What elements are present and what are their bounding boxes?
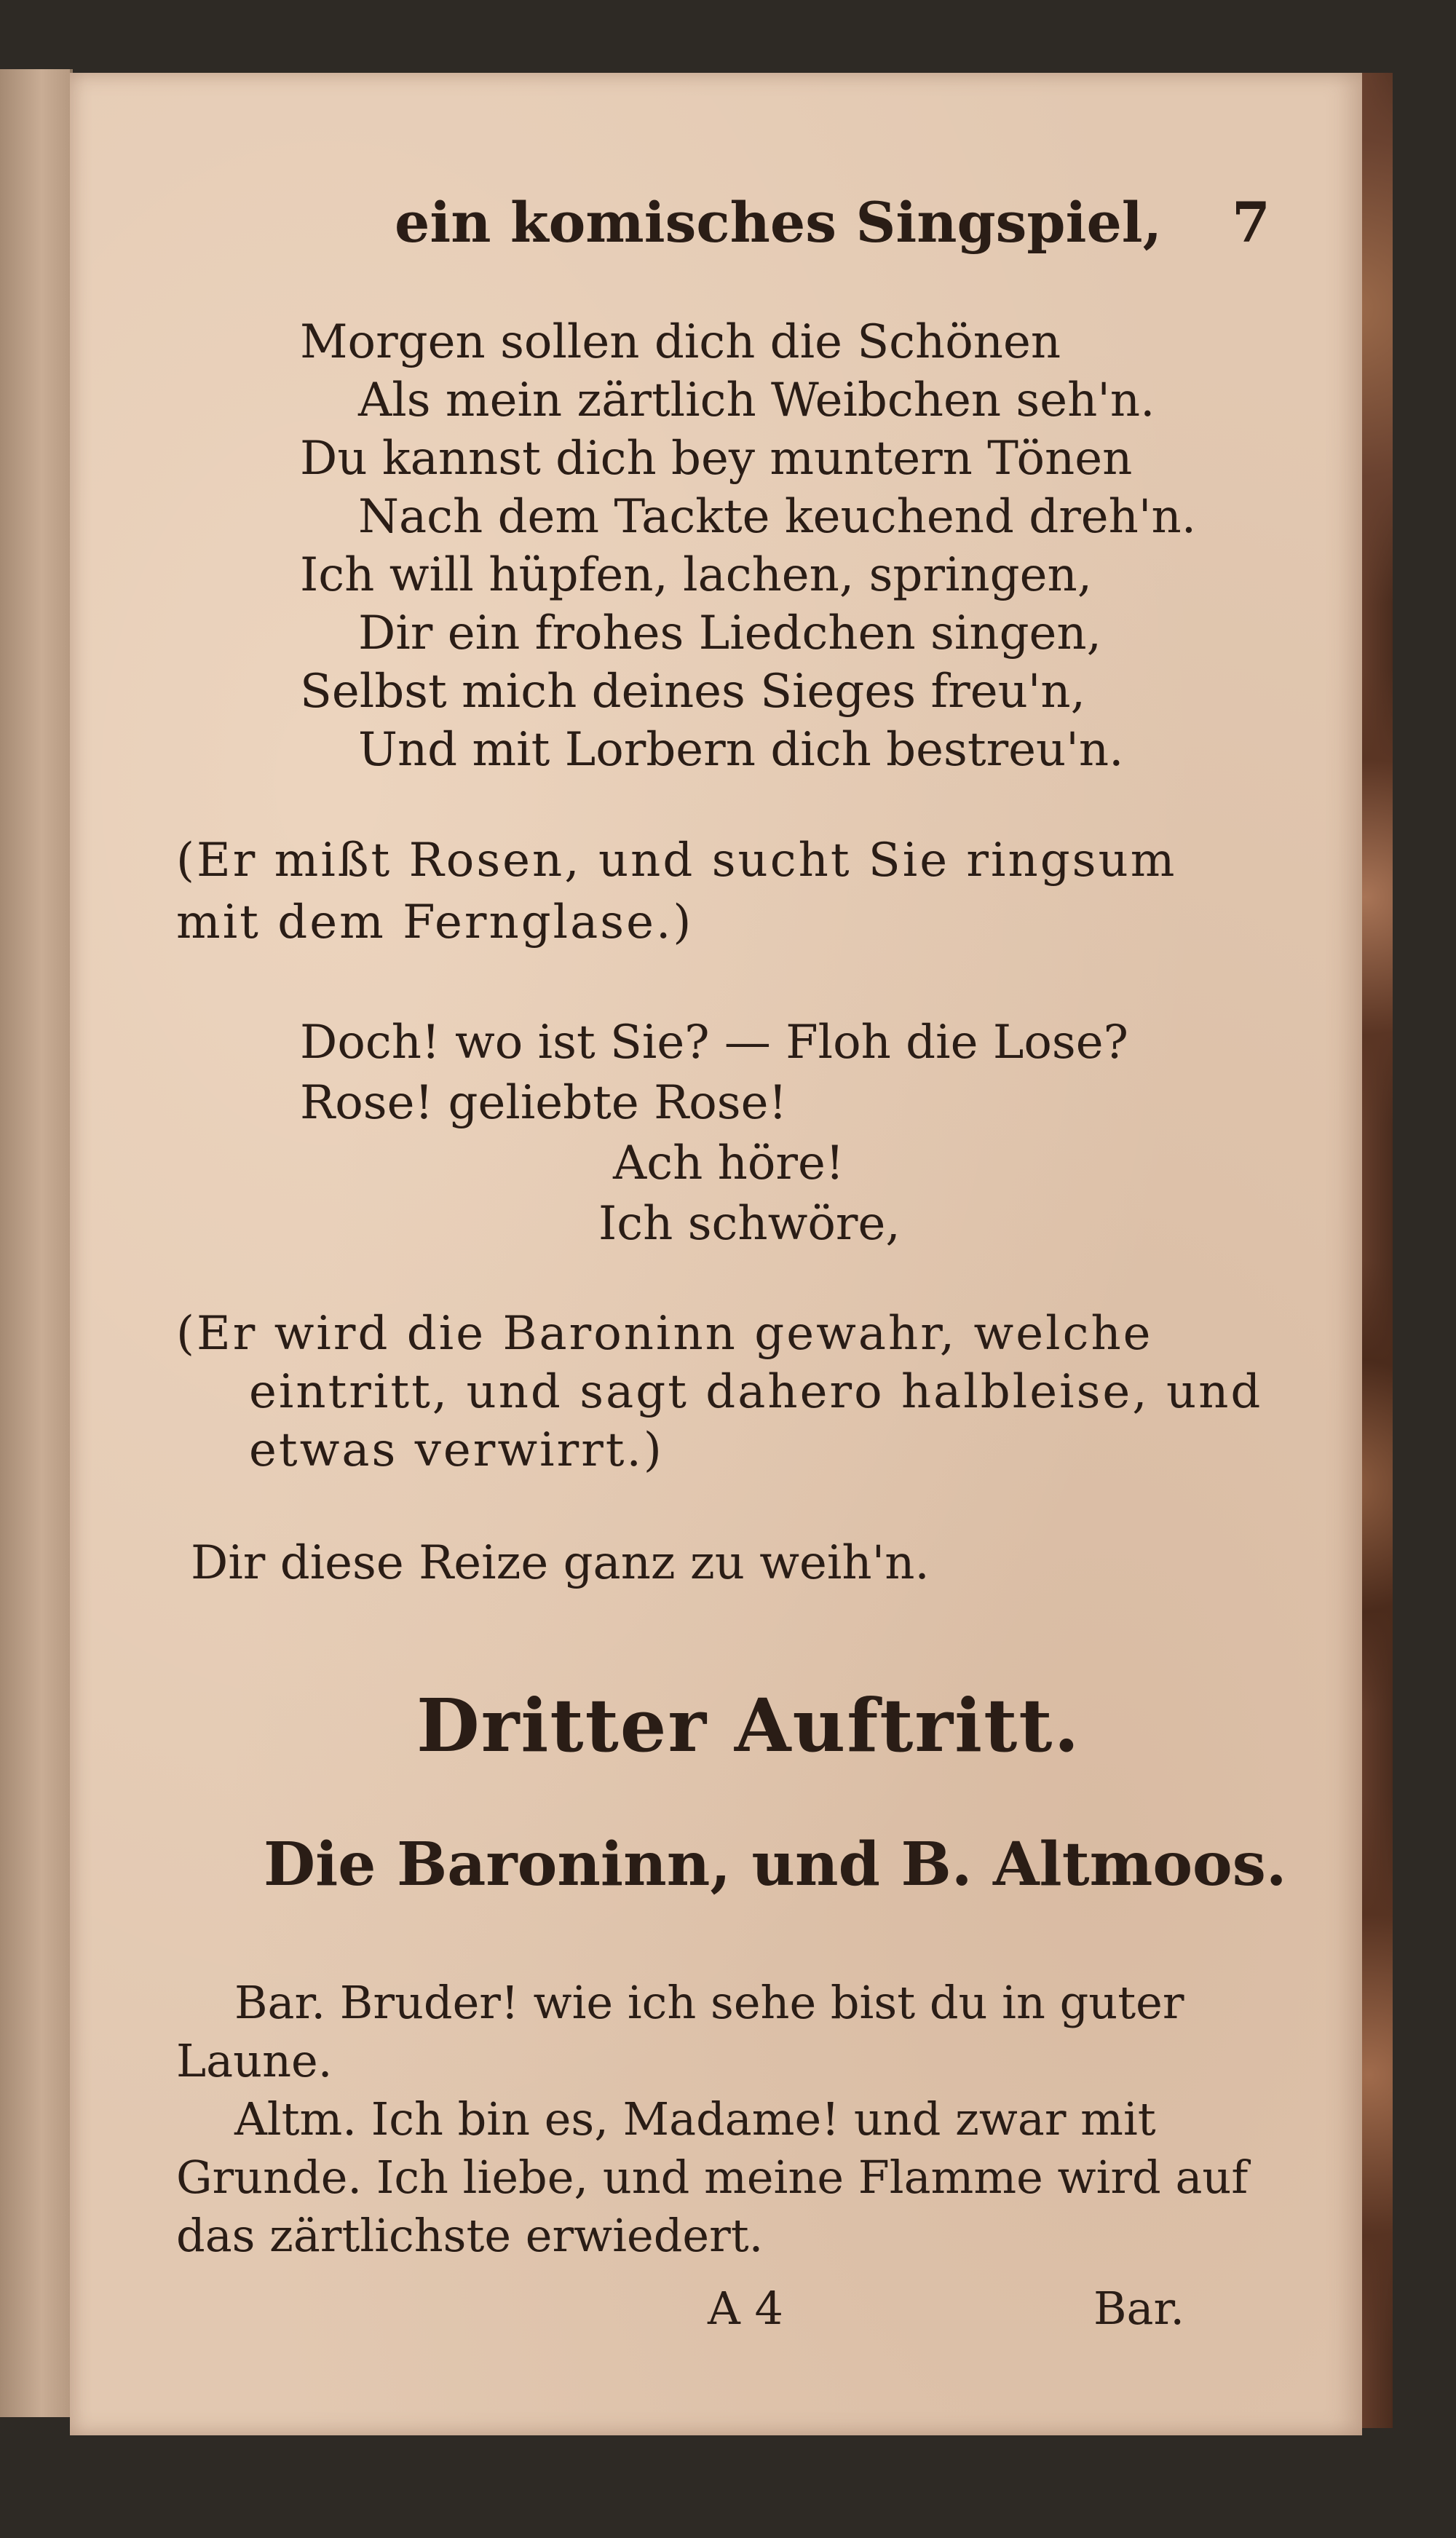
verse-line: Du kannst dich bey muntern Tönen xyxy=(300,432,1133,486)
verse-line: Doch! wo ist Sie? — Floh die Lose? xyxy=(300,1016,1128,1070)
scene-cast: Die Baroninn, und B. Altmoos. xyxy=(264,1830,1287,1899)
scene-heading: Dritter Auftritt. xyxy=(416,1683,1081,1768)
verse-line: Dir diese Reize ganz zu weih'n. xyxy=(191,1536,930,1590)
dialogue-line: Altm. Ich bin es, Madame! und zwar mit xyxy=(234,2092,1156,2146)
dialogue-line: Bar. Bruder! wie ich sehe bist du in guter xyxy=(234,1976,1184,2029)
stage-direction: (Er wird die Baroninn gewahr, welche xyxy=(176,1307,1153,1361)
dialogue-line: das zärtlichste erwiedert. xyxy=(176,2209,764,2262)
book-page xyxy=(70,73,1362,2435)
dialogue-line: Laune. xyxy=(176,2034,333,2087)
verse-line: Selbst mich deines Sieges freu'n, xyxy=(300,665,1085,719)
stage-direction: eintritt, und sagt dahero halbleise, und xyxy=(249,1365,1263,1419)
verse-line: Ich will hüpfen, lachen, springen, xyxy=(300,548,1093,602)
verse-line: Und mit Lorbern dich bestreu'n. xyxy=(358,723,1124,777)
signature-mark: A 4 xyxy=(708,2282,783,2335)
verse-line: Als mein zärtlich Weibchen seh'n. xyxy=(358,373,1155,427)
stage-direction: (Er mißt Rosen, und sucht Sie ringsum xyxy=(176,834,1177,887)
verse-line: Rose! geliebte Rose! xyxy=(300,1076,788,1130)
verse-line: Ich schwöre, xyxy=(598,1197,901,1251)
verse-line: Morgen sollen dich die Schönen xyxy=(300,315,1061,369)
page-number: 7 xyxy=(1232,190,1270,255)
verse-line: Dir ein frohes Liedchen singen, xyxy=(358,606,1101,660)
verse-line: Nach dem Tackte keuchend dreh'n. xyxy=(358,490,1197,544)
verse-line: Ach höre! xyxy=(613,1136,844,1190)
stage-direction: etwas verwirrt.) xyxy=(249,1423,664,1477)
stage-direction: mit dem Fernglase.) xyxy=(176,896,694,949)
running-header: ein komisches Singspiel, xyxy=(395,190,1163,255)
catchword: Bar. xyxy=(1093,2282,1185,2335)
left-page-edge xyxy=(0,69,73,2417)
dialogue-line: Grunde. Ich liebe, und meine Flamme wird auf xyxy=(176,2151,1249,2204)
